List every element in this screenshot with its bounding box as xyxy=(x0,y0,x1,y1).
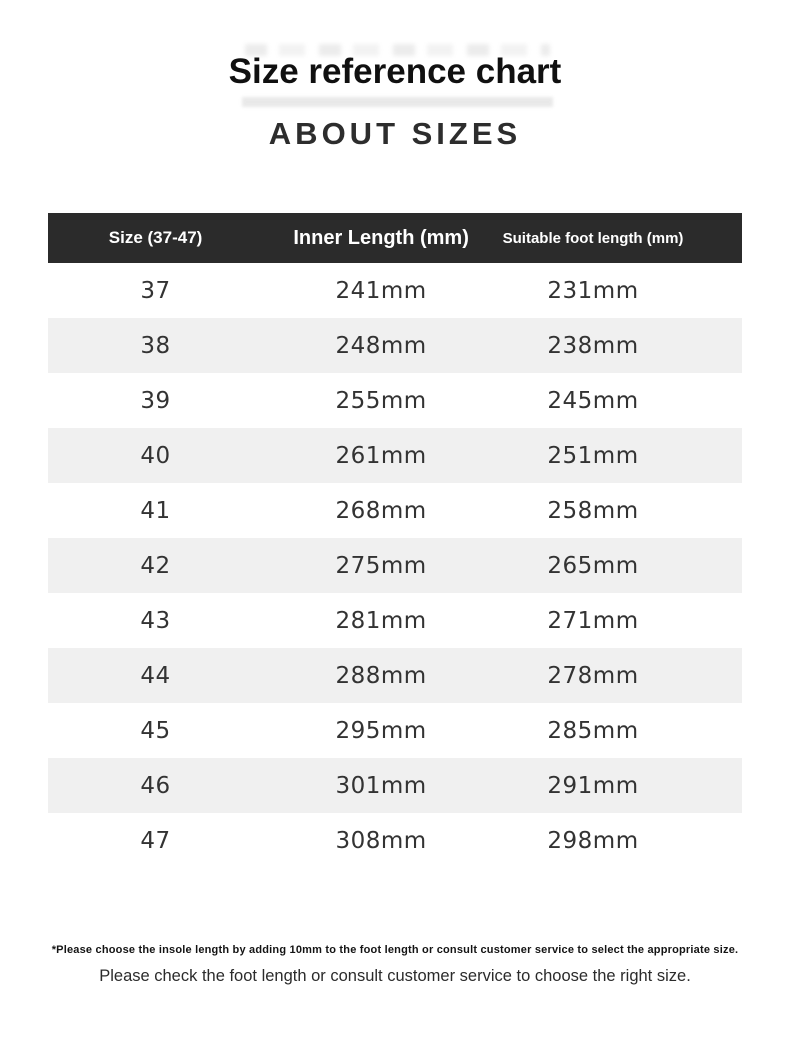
cell-foot-length: 298mm xyxy=(547,827,639,854)
cell-foot-length: 245mm xyxy=(547,387,639,414)
cell-size: 45 xyxy=(140,717,171,744)
size-table xyxy=(48,213,742,868)
cell-size: 43 xyxy=(140,607,171,634)
cell-foot-length: 258mm xyxy=(547,497,639,524)
table-row xyxy=(48,428,742,483)
cell-foot-length: 271mm xyxy=(547,607,639,634)
table-row xyxy=(48,758,742,813)
column-header-foot-length: Suitable foot length (mm) xyxy=(502,229,684,247)
cell-size: 46 xyxy=(140,772,171,799)
cell-inner-length: 295mm xyxy=(335,717,427,744)
cell-inner-length: 268mm xyxy=(335,497,427,524)
note-check-foot-length: Please check the foot length or consult customer service to choose the right size. xyxy=(99,967,691,985)
cell-size: 42 xyxy=(140,552,171,579)
cell-foot-length: 265mm xyxy=(547,552,639,579)
ghost-artifact-under-title xyxy=(242,97,553,107)
cell-size: 39 xyxy=(140,387,171,414)
table-row xyxy=(48,318,742,373)
table-row xyxy=(48,593,742,648)
page-subtitle: ABOUT SIZES xyxy=(268,116,522,151)
cell-size: 38 xyxy=(140,332,171,359)
column-header-inner-length: Inner Length (mm) xyxy=(293,226,469,249)
cell-inner-length: 288mm xyxy=(335,662,427,689)
table-row xyxy=(48,703,742,758)
cell-inner-length: 255mm xyxy=(335,387,427,414)
cell-inner-length: 301mm xyxy=(335,772,427,799)
cell-size: 41 xyxy=(140,497,171,524)
page-title: Size reference chart xyxy=(228,52,562,91)
cell-inner-length: 261mm xyxy=(335,442,427,469)
table-row xyxy=(48,263,742,318)
cell-inner-length: 275mm xyxy=(335,552,427,579)
table-row xyxy=(48,373,742,428)
cell-size: 40 xyxy=(140,442,171,469)
cell-foot-length: 278mm xyxy=(547,662,639,689)
cell-foot-length: 285mm xyxy=(547,717,639,744)
table-row xyxy=(48,813,742,868)
cell-inner-length: 308mm xyxy=(335,827,427,854)
table-row xyxy=(48,648,742,703)
cell-foot-length: 291mm xyxy=(547,772,639,799)
cell-size: 37 xyxy=(140,277,171,304)
cell-size: 44 xyxy=(140,662,171,689)
cell-inner-length: 241mm xyxy=(335,277,427,304)
table-row xyxy=(48,538,742,593)
cell-inner-length: 248mm xyxy=(335,332,427,359)
note-insole-length: *Please choose the insole length by adding 10mm to the foot length or consult customer service to select the appropriate size. xyxy=(51,944,739,956)
table-header-row xyxy=(48,213,742,263)
column-header-size: Size (37-47) xyxy=(108,228,203,247)
table-body xyxy=(48,263,742,868)
cell-inner-length: 281mm xyxy=(335,607,427,634)
table-row xyxy=(48,483,742,538)
cell-size: 47 xyxy=(140,827,171,854)
cell-foot-length: 238mm xyxy=(547,332,639,359)
cell-foot-length: 251mm xyxy=(547,442,639,469)
cell-foot-length: 231mm xyxy=(547,277,639,304)
